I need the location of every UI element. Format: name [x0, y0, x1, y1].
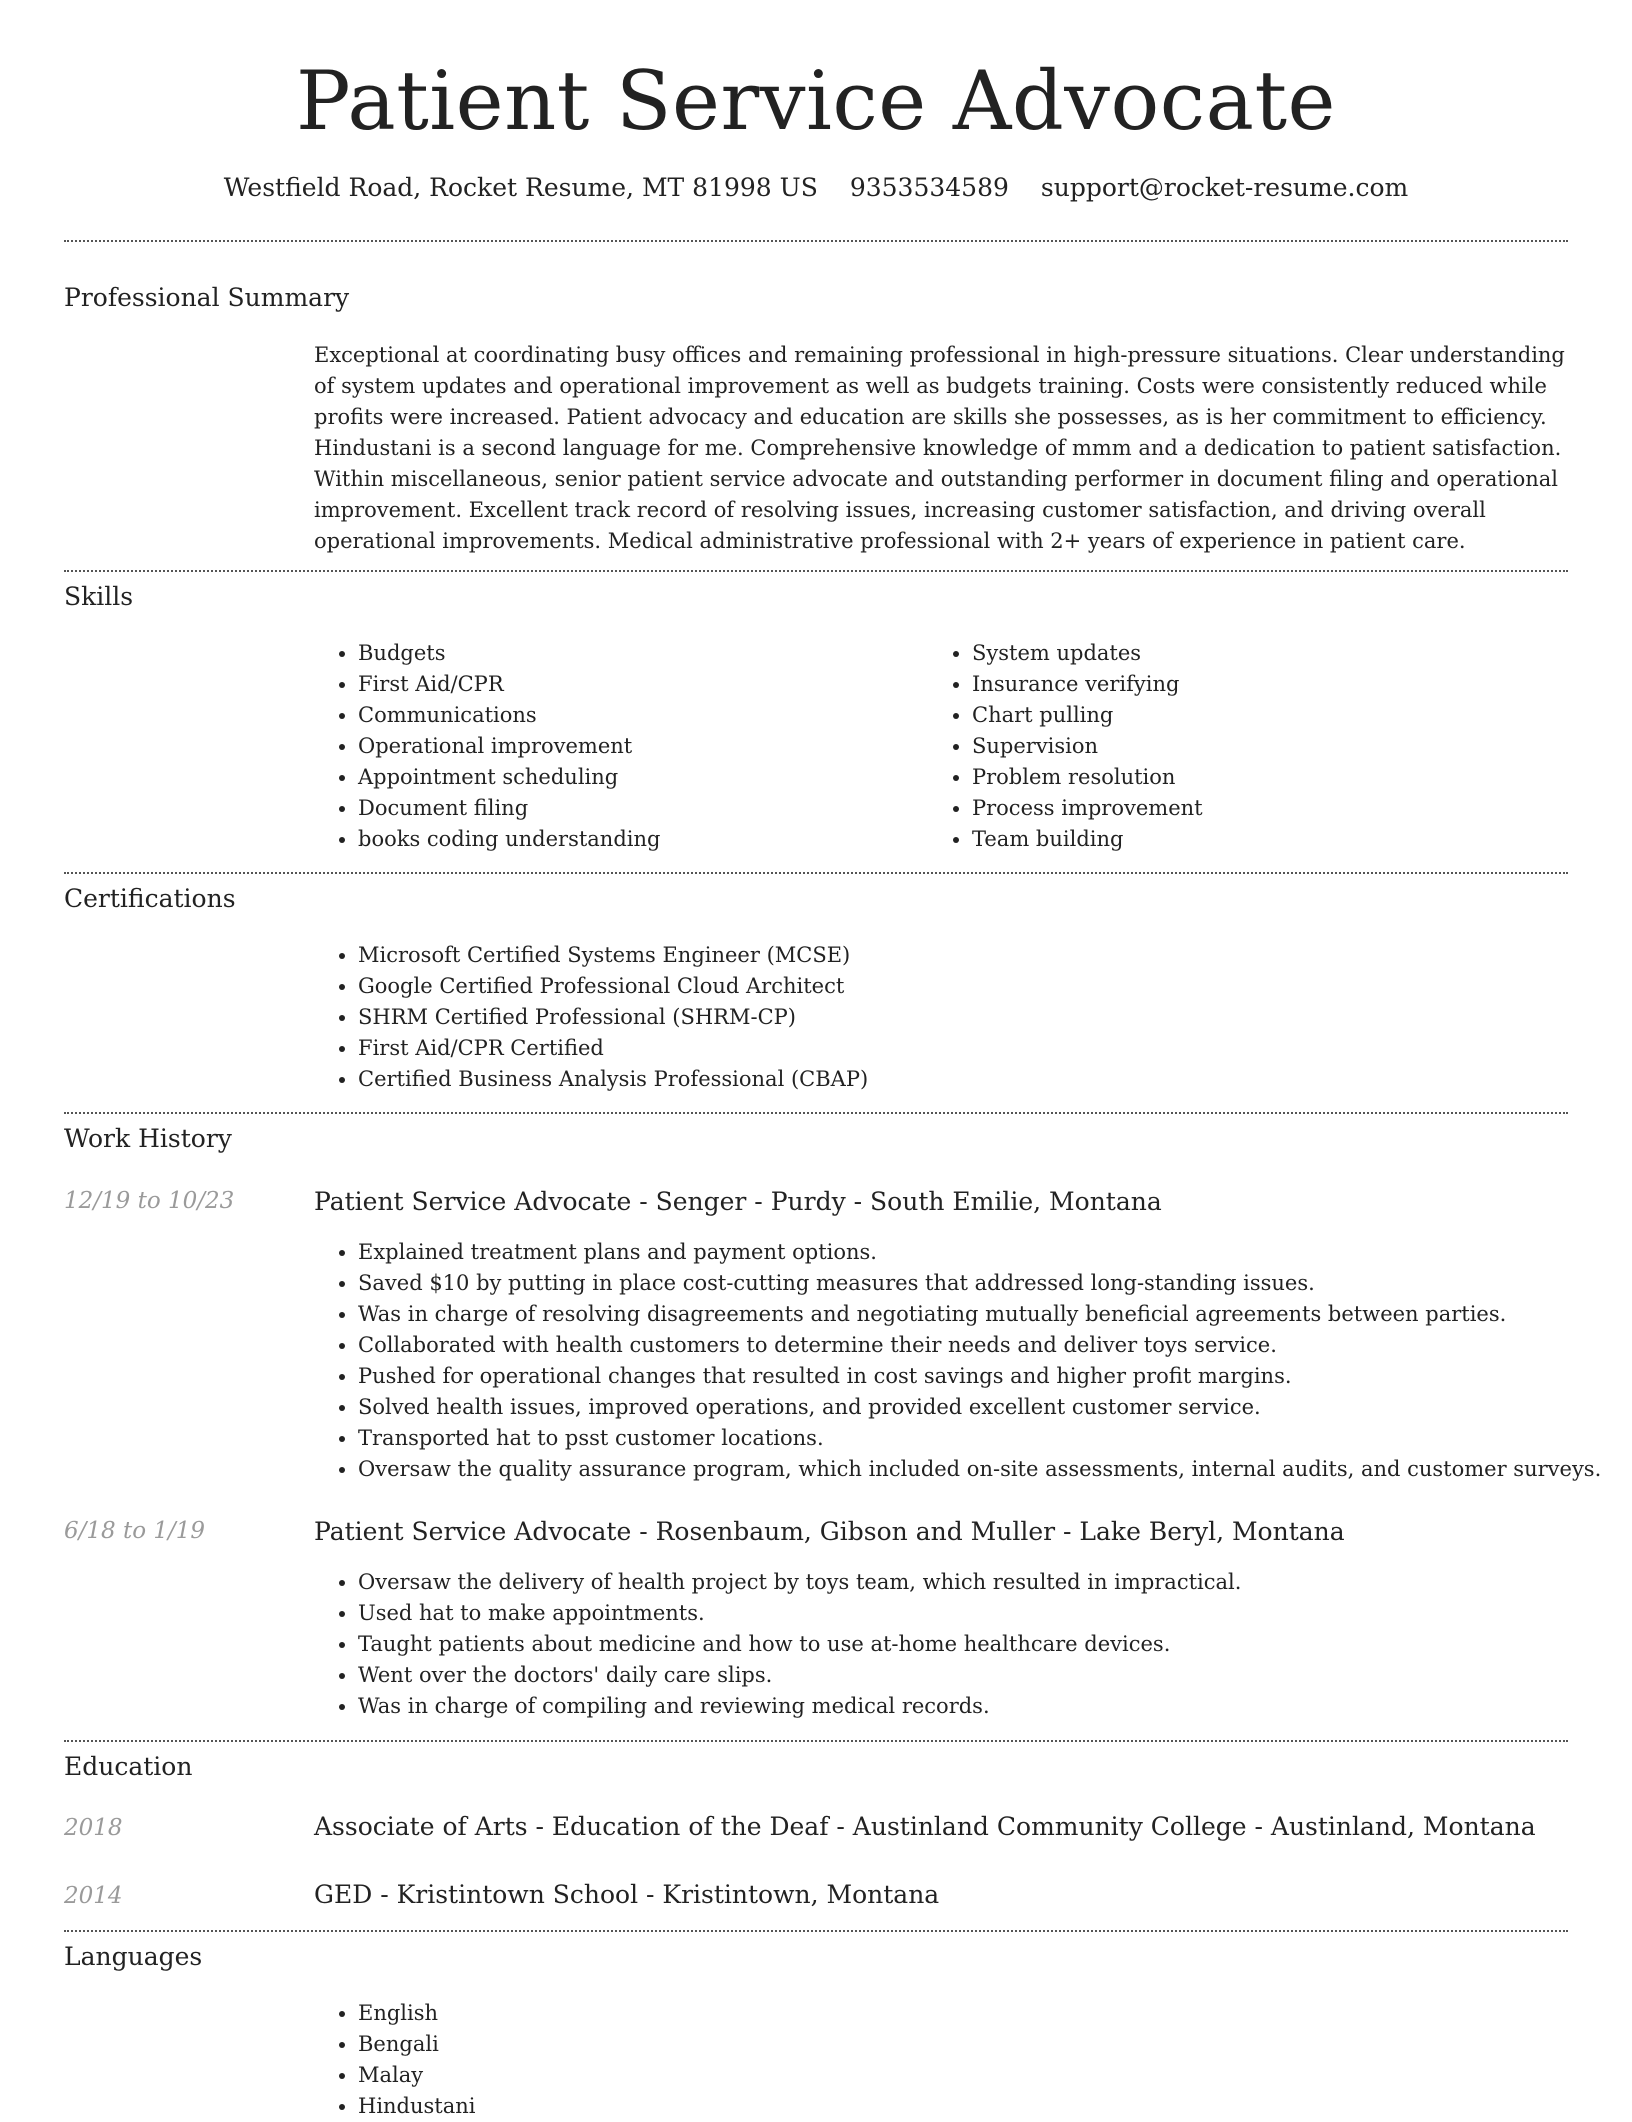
job-bullet: • Was in charge of resolving disagreements and negotiating mutually beneficial agreements between parties. — [358, 1299, 1614, 1330]
job-bullet: • Saved $10 by putting in place cost-cutting measures that addressed long-standing issues. — [358, 1268, 1614, 1299]
certification-item: • Microsoft Certified Systems Engineer (MCSE) — [358, 940, 1558, 971]
skill-item: • Supervision — [972, 731, 1572, 762]
skill-item: • Process improvement — [972, 793, 1572, 824]
candidate-name: Patient Service Advocate — [296, 55, 1336, 149]
certifications-list — [314, 940, 1558, 1095]
job-title: Patient Service Advocate - Senger - Purdy - South Emilie, Montana — [314, 1187, 1162, 1216]
contact-line — [0, 170, 1632, 206]
skill-item: • Team building — [972, 824, 1572, 855]
education-degree: GED - Kristintown School - Kristintown, Montana — [314, 1880, 940, 1909]
education-year: 2018 — [64, 1815, 123, 1841]
contact-email[interactable]: support@rocket-resume.com — [1040, 173, 1409, 202]
job-dates: 6/18 to 1/19 — [64, 1518, 206, 1544]
job-bullet: • Transported hat to psst customer locations. — [358, 1423, 1614, 1454]
language-item: • English — [358, 1998, 958, 2029]
job-bullets — [314, 1237, 1614, 1485]
job-bullet: • Oversaw the delivery of health project by toys team, which resulted in impractical. — [358, 1567, 1614, 1598]
skill-item: • System updates — [972, 638, 1572, 669]
job-title: Patient Service Advocate - Rosenbaum, Gibson and Muller - Lake Beryl, Montana — [314, 1517, 1345, 1546]
certification-item: • First Aid/CPR Certified — [358, 1033, 1558, 1064]
job-bullet: • Pushed for operational changes that resulted in cost savings and higher profit margins. — [358, 1361, 1614, 1392]
skill-item: • Appointment scheduling — [358, 762, 918, 793]
section-divider — [64, 240, 1568, 242]
skill-item: • Problem resolution — [972, 762, 1572, 793]
language-item: • Bengali — [358, 2029, 958, 2060]
skills-list-left — [314, 638, 918, 855]
section-divider — [64, 1740, 1568, 1742]
contact-address: Westfield Road, Rocket Resume, MT 81998 US — [223, 173, 818, 202]
job-bullet: • Used hat to make appointments. — [358, 1598, 1614, 1629]
section-title-work-history: Work History — [64, 1124, 232, 1153]
skill-item: • Chart pulling — [972, 700, 1572, 731]
skill-item: • Document filing — [358, 793, 918, 824]
skill-item: • First Aid/CPR — [358, 669, 918, 700]
language-item: • Hindustani — [358, 2091, 958, 2122]
languages-list — [314, 1998, 958, 2122]
certification-item: • SHRM Certified Professional (SHRM-CP) — [358, 1002, 1558, 1033]
skill-item: • Operational improvement — [358, 731, 918, 762]
section-title-summary: Professional Summary — [64, 283, 350, 312]
section-divider — [64, 1930, 1568, 1932]
job-bullet: • Explained treatment plans and payment options. — [358, 1237, 1614, 1268]
language-item: • Malay — [358, 2060, 958, 2091]
job-bullet: • Taught patients about medicine and how to use at-home healthcare devices. — [358, 1629, 1614, 1660]
education-degree: Associate of Arts - Education of the Deaf - Austinland Community College - Austinland, Montana — [314, 1812, 1536, 1841]
skill-item: • Insurance verifying — [972, 669, 1572, 700]
section-title-education: Education — [64, 1752, 193, 1781]
skill-item: • Communications — [358, 700, 918, 731]
job-bullet: • Oversaw the quality assurance program, which included on-site assessments, internal audits, and customer surveys. — [358, 1454, 1614, 1485]
job-bullet: • Went over the doctors' daily care slips. — [358, 1660, 1614, 1691]
skills-list-right — [928, 638, 1572, 855]
certification-item: • Google Certified Professional Cloud Architect — [358, 971, 1558, 1002]
skill-item: • books coding understanding — [358, 824, 918, 855]
section-title-languages: Languages — [64, 1942, 203, 1971]
job-bullet: • Was in charge of compiling and reviewing medical records. — [358, 1691, 1614, 1722]
contact-phone: 9353534589 — [849, 173, 1009, 202]
job-bullets — [314, 1567, 1614, 1722]
skill-item: • Budgets — [358, 638, 918, 669]
job-bullet: • Collaborated with health customers to determine their needs and deliver toys service. — [358, 1330, 1614, 1361]
section-title-skills: Skills — [64, 582, 134, 611]
section-divider — [64, 570, 1568, 572]
job-bullet: • Solved health issues, improved operations, and provided excellent customer service. — [358, 1392, 1614, 1423]
section-title-certifications: Certifications — [64, 884, 236, 913]
job-dates: 12/19 to 10/23 — [64, 1188, 235, 1214]
section-divider — [64, 1112, 1568, 1114]
education-year: 2014 — [64, 1883, 123, 1909]
certification-item: • Certified Business Analysis Professional (CBAP) — [358, 1064, 1558, 1095]
section-divider — [64, 872, 1568, 874]
summary-text: Exceptional at coordinating busy offices and remaining professional in high-pressure situations. Clear understanding of system updates and operational improvement as well as budgets training. Costs were consistently reduced while profits were increased. Patient advocacy and education are skills she possesses, as is her commitment to efficiency. Hindustani is a second language for me. Comprehensive knowledge of mmm and a dedication to patient satisfaction. Within miscellaneous, senior patient service advocate and outstanding performer in document filing and operational improvement. Excellent track record of resolving issues, increasing customer satisfaction, and driving overall operational improvements. Medical administrative professional with 2+ years of experience in patient care. — [314, 343, 1565, 553]
